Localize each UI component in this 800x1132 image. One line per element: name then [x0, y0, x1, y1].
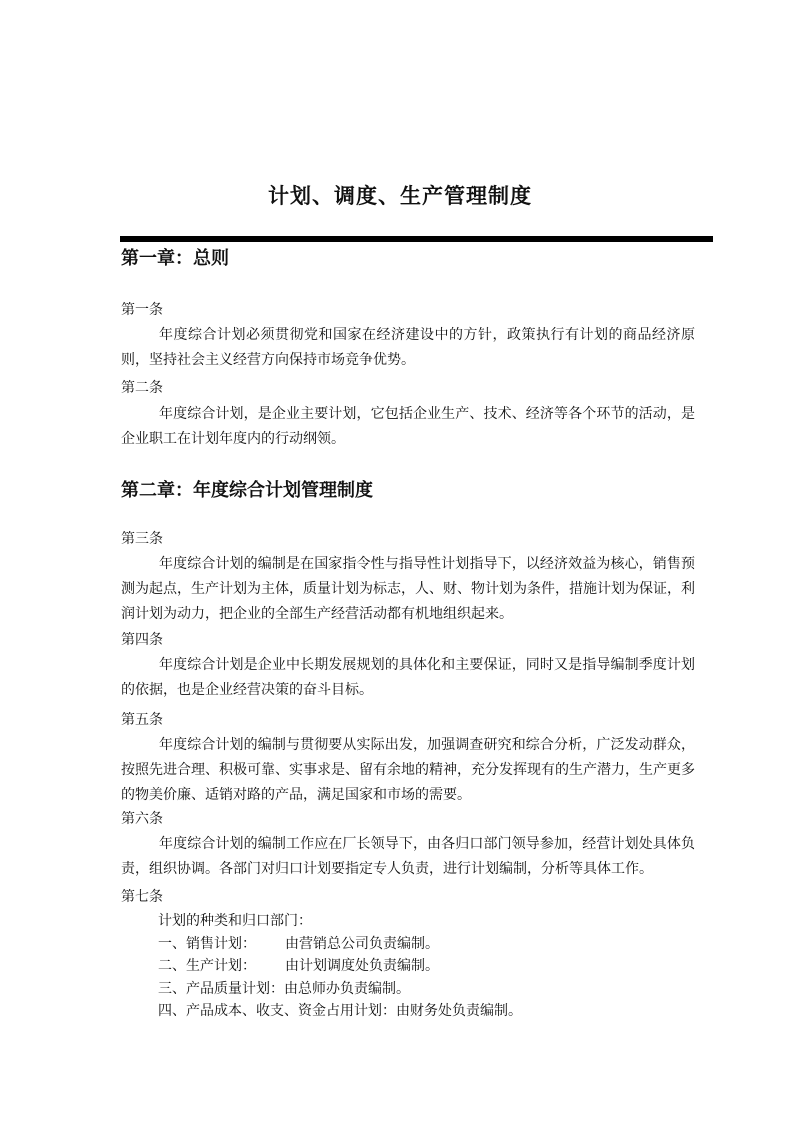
list-item [158, 933, 522, 956]
plan-list-intro: 计划的种类和归口部门： [158, 913, 312, 929]
article-label-3: 第三条 [121, 531, 163, 547]
article-text-2: 年度综合计划，是企业主要计划，它包括企业生产、技术、经济等各个环节的活动，是企业职工在计划年度内的行动纲领。 [121, 406, 695, 447]
list-item [158, 1000, 522, 1023]
article-text-6: 年度综合计划的编制工作应在厂长领导下，由各归口部门领导参加，经营计划处具体负责，组织协调。各部门对归口计划要指定专人负责，进行计划编制，分析等具体工作。 [121, 836, 695, 877]
chapter-heading-1: 第一章：总则 [121, 248, 229, 269]
article-text-1: 年度综合计划必须贯彻党和国家在经济建设中的方针，政策执行有计划的商品经济原则，坚持社会主义经营方向保持市场竞争优势。 [121, 327, 695, 368]
chapter-heading-2: 第二章：年度综合计划管理制度 [121, 480, 373, 501]
plan-list [158, 910, 522, 1023]
article-label-5: 第五条 [121, 712, 163, 728]
article-label-2: 第二条 [121, 380, 163, 396]
list-item [158, 955, 522, 978]
title-divider [120, 236, 713, 242]
plan-department: 由总师办负责编制。 [284, 980, 410, 997]
plan-type-label: 三、产品质量计划： [158, 980, 284, 997]
article-label-1: 第一条 [121, 302, 163, 318]
article-label-7: 第七条 [121, 889, 163, 905]
article-text-5: 年度综合计划的编制与贯彻要从实际出发，加强调查研究和综合分析，广泛发动群众，按照先进合理、积极可靠、实事求是、留有余地的精神，充分发挥现有的生产潜力，生产更多的物美价廉、适销对路的产品，满足国家和市场的需要。 [121, 737, 695, 803]
plan-department: 由计划调度处负责编制。 [285, 958, 439, 974]
plan-type-label: 四、产品成本、收支、资金占用计划： [158, 1003, 396, 1019]
article-text-4: 年度综合计划是企业中长期发展规划的具体化和主要保证，同时又是指导编制季度计划的依据，也是企业经营决策的奋斗目标。 [121, 657, 695, 698]
article-label-4: 第四条 [121, 632, 163, 648]
plan-type-label: 二、生产计划： [158, 958, 256, 974]
plan-department: 由营销总公司负责编制。 [285, 935, 439, 952]
plan-department: 由财务处负责编制。 [396, 1003, 522, 1019]
plan-type-label: 一、销售计划： [158, 935, 256, 952]
article-text-3: 年度综合计划的编制是在国家指令性与指导性计划指导下，以经济效益为核心，销售预测为起点，生产计划为主体，质量计划为标志，人、财、物计划为条件，措施计划为保证，利润计划为动力，把企业的全部生产经营活动都有机地组织起来。 [121, 556, 695, 622]
list-item [158, 978, 522, 1001]
article-label-6: 第六条 [121, 811, 163, 827]
document-title: 计划、调度、生产管理制度 [268, 184, 532, 208]
